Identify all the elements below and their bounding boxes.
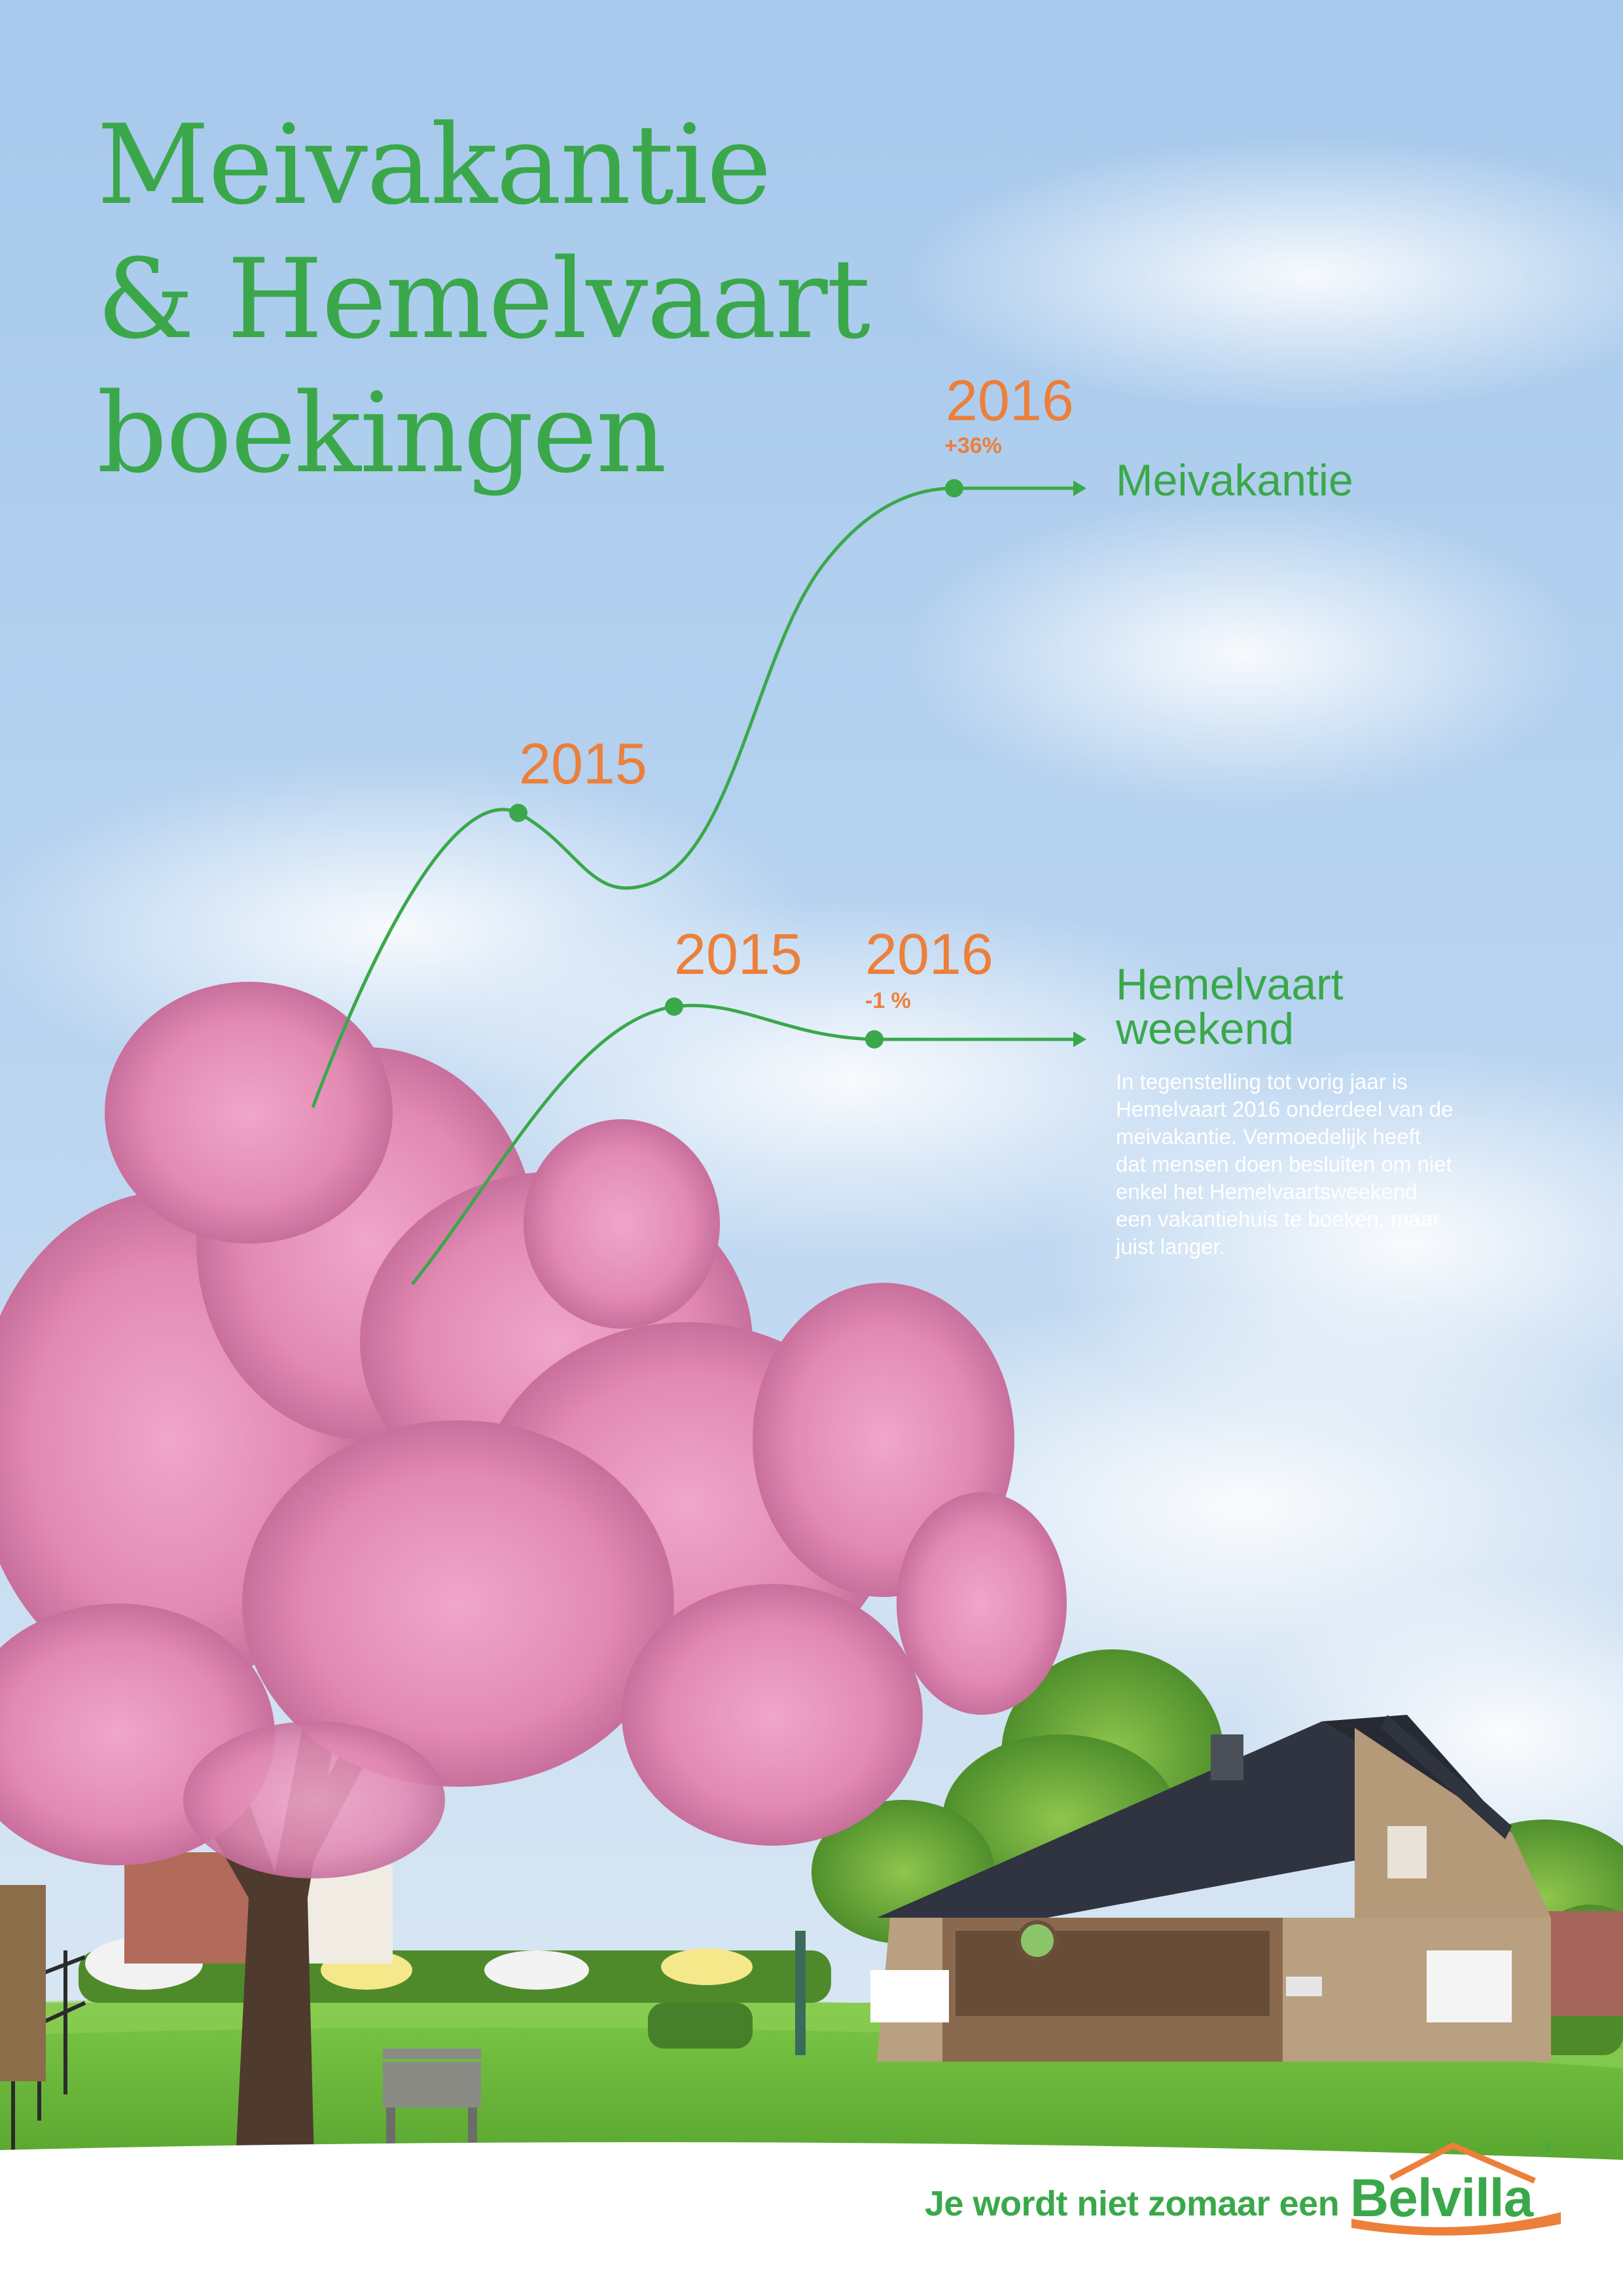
hemelvaart-description xyxy=(1116,1068,1522,1261)
hemelvaart-2015-year: 2015 xyxy=(674,922,802,986)
hemelvaart-label-line-2: weekend xyxy=(1116,1004,1294,1054)
wooden-pergola xyxy=(0,1885,46,2081)
description-line: meivakantie. Vermoedelijk heeft xyxy=(1116,1124,1421,1149)
meivakantie-label xyxy=(1116,458,1353,503)
title-line-2: & Hemelvaart xyxy=(97,235,870,363)
meivakantie-2016-dot xyxy=(945,479,963,497)
page-title xyxy=(97,98,869,501)
registered-mark: ® xyxy=(1543,2139,1554,2155)
lamp-post xyxy=(795,1931,806,2055)
hemelvaart-2015-dot xyxy=(665,997,683,1016)
description-line: juist langer. xyxy=(1116,1234,1225,1259)
hemelvaart-label-line-1: Hemelvaart xyxy=(1116,960,1344,1009)
hemelvaart-2016-dot xyxy=(865,1030,883,1049)
meivakantie-label-text: Meivakantie xyxy=(1116,456,1353,505)
meivakantie-2016-change: +36% xyxy=(944,433,1002,458)
hemelvaart-2016-change: -1 % xyxy=(865,988,911,1013)
description-line: In tegenstelling tot vorig jaar is xyxy=(1116,1069,1408,1094)
description-line: dat mensen doen besluiten om niet xyxy=(1116,1152,1452,1176)
footer-tagline: Je wordt niet zomaar een xyxy=(925,2184,1340,2223)
meivakantie-2015-year: 2015 xyxy=(519,731,647,796)
logo-wordmark: Belvilla xyxy=(1350,2168,1533,2228)
meivakantie-2016-year: 2016 xyxy=(946,368,1074,433)
hemelvaart-2016-year: 2016 xyxy=(865,922,993,986)
hemelvaart-label xyxy=(1116,960,1344,1054)
belvilla-logo[interactable] xyxy=(1345,2140,1567,2238)
title-line-3: boekingen xyxy=(97,369,666,497)
description-line: een vakantiehuis te boeken, maar xyxy=(1116,1207,1440,1231)
description-line: Hemelvaart 2016 onderdeel van de xyxy=(1116,1097,1454,1121)
title-line-1: Meivakantie xyxy=(97,101,771,229)
meivakantie-2015-dot xyxy=(509,804,527,822)
description-line: enkel het Hemelvaartsweekend xyxy=(1116,1179,1418,1204)
